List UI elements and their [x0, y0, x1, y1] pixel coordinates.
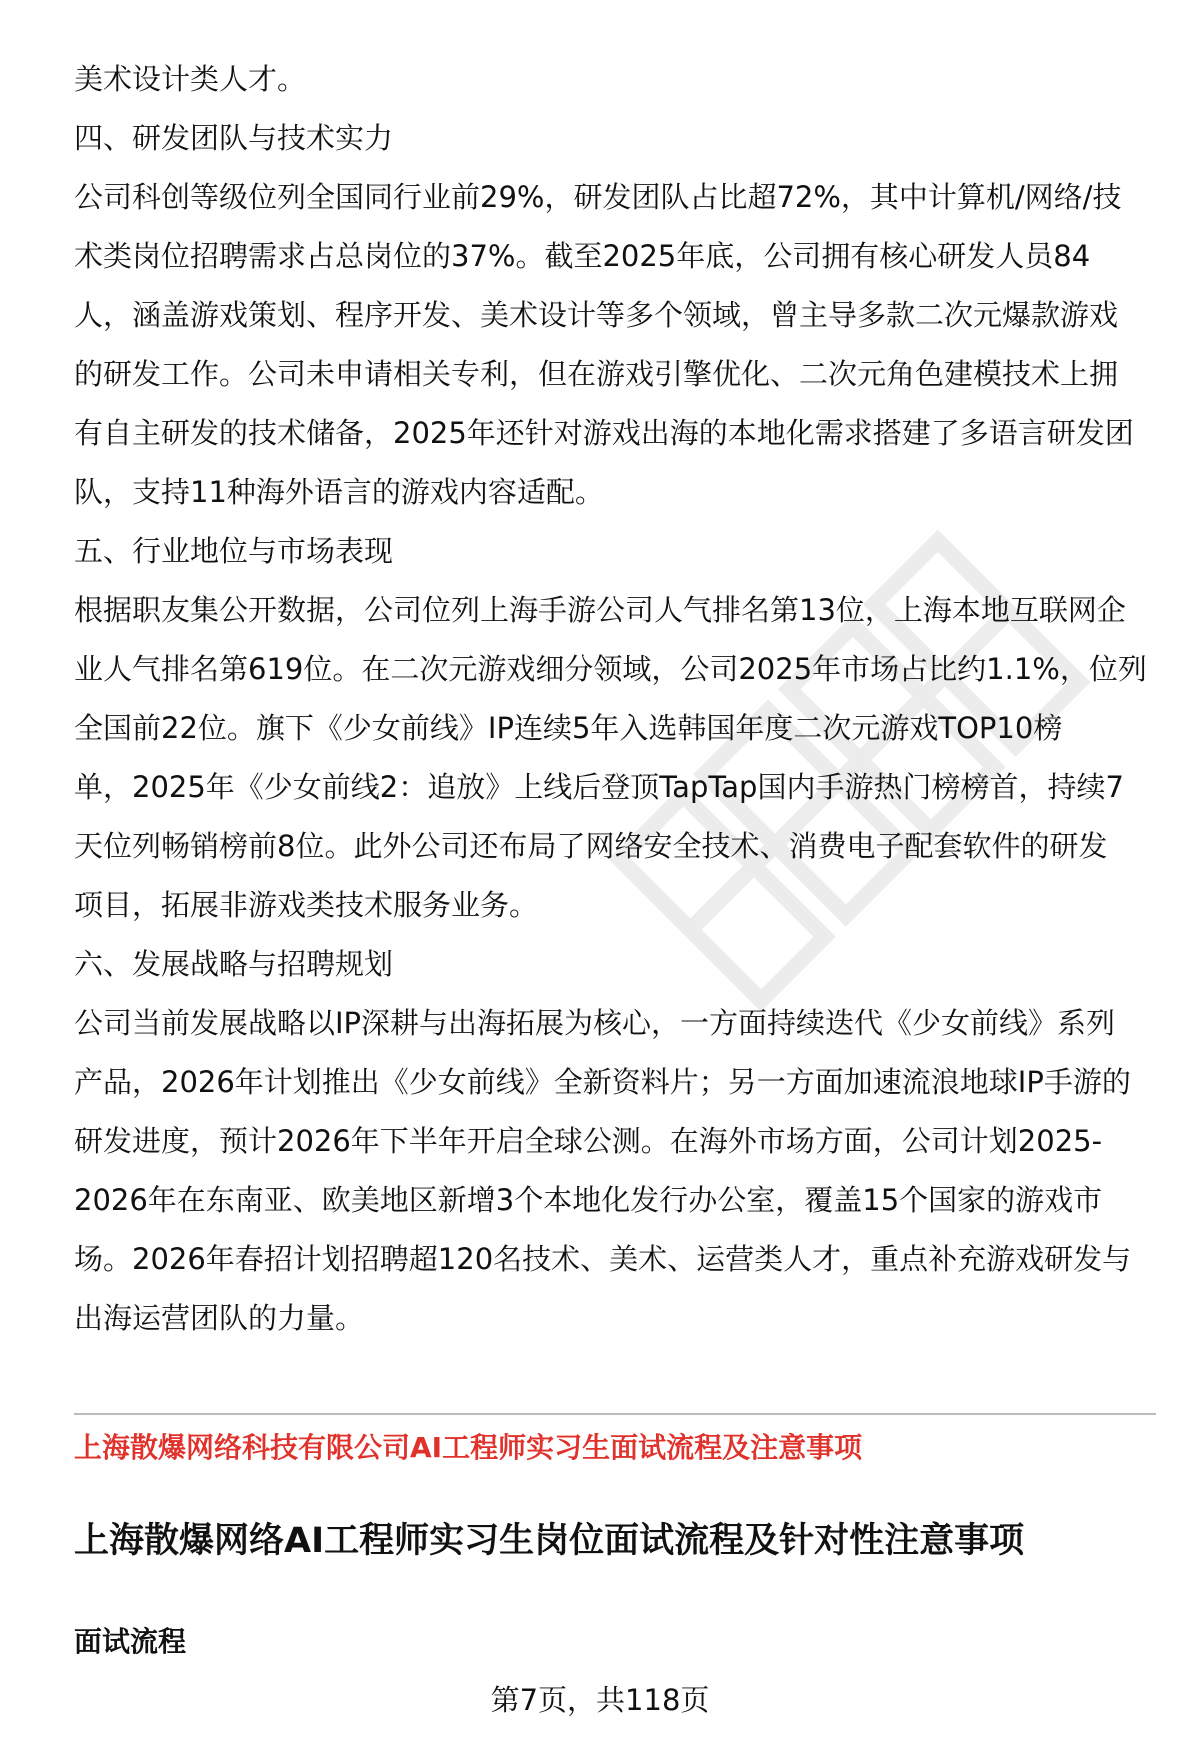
body-line-21: 场。2026年春招计划招聘超120名技术、美术、运营类人才，重点补充游戏研发与 [74, 1242, 1132, 1276]
subsection-title: 面试流程 [74, 1625, 187, 1658]
body-line-7: 有自主研发的技术储备，2025年还针对游戏出海的本地化需求搭建了多语言研发团 [74, 416, 1134, 450]
page-title: 上海散爆网络AI工程师实习生岗位面试流程及针对性注意事项 [74, 1521, 1025, 1561]
body-line-20: 2026年在东南亚、欧美地区新增3个本地化发行办公室，覆盖15个国家的游戏市 [74, 1183, 1103, 1217]
body-line-13: 单，2025年《少女前线2：追放》上线后登顶TapTap国内手游热门榜榜首，持续7 [74, 770, 1124, 804]
body-line-18: 产品，2026年计划推出《少女前线》全新资料片；另一方面加速流浪地球IP手游的 [74, 1065, 1131, 1099]
section-heading-6: 六、发展战略与招聘规划 [74, 947, 394, 981]
body-line-11: 业人气排名第619位。在二次元游戏细分领域，公司2025年市场占比约1.1%，位列 [74, 652, 1147, 686]
section-divider [74, 1413, 1156, 1415]
body-line-4: 术类岗位招聘需求占总岗位的37%。截至2025年底，公司拥有核心研发人员84 [74, 239, 1091, 273]
body-line-1: 美术设计类人才。 [74, 62, 307, 96]
body-line-3: 公司科创等级位列全国同行业前29%，研发团队占比超72%，其中计算机/网络/技 [74, 180, 1122, 214]
body-line-22: 出海运营团队的力量。 [74, 1301, 365, 1335]
body-line-10: 根据职友集公开数据，公司位列上海手游公司人气排名第13位，上海本地互联网企 [74, 593, 1126, 627]
document-body [74, 50, 1164, 1348]
body-line-5: 人，涵盖游戏策划、程序开发、美术设计等多个领域，曾主导多款二次元爆款游戏 [74, 298, 1119, 332]
body-line-15: 项目，拓展非游戏类技术服务业务。 [74, 888, 539, 922]
section-heading-5: 五、行业地位与市场表现 [74, 534, 394, 568]
body-line-17: 公司当前发展战略以IP深耕与出海拓展为核心，一方面持续迭代《少女前线》系列 [74, 1006, 1116, 1040]
body-line-19: 研发进度，预计2026年下半年开启全球公测。在海外市场方面，公司计划2025- [74, 1124, 1103, 1158]
body-line-12: 全国前22位。旗下《少女前线》IP连续5年入选韩国年度二次元游戏TOP10榜 [74, 711, 1063, 745]
body-line-6: 的研发工作。公司未申请相关专利，但在游戏引擎优化、二次元角色建模技术上拥 [74, 357, 1119, 391]
body-line-8: 队，支持11种海外语言的游戏内容适配。 [74, 475, 604, 509]
red-section-title: 上海散爆网络科技有限公司AI工程师实习生面试流程及注意事项 [74, 1431, 863, 1464]
section-heading-4: 四、研发团队与技术实力 [74, 121, 394, 155]
page-footer: 第7页，共118页 [490, 1683, 710, 1717]
body-line-14: 天位列畅销榜前8位。此外公司还布局了网络安全技术、消费电子配套软件的研发 [74, 829, 1108, 863]
